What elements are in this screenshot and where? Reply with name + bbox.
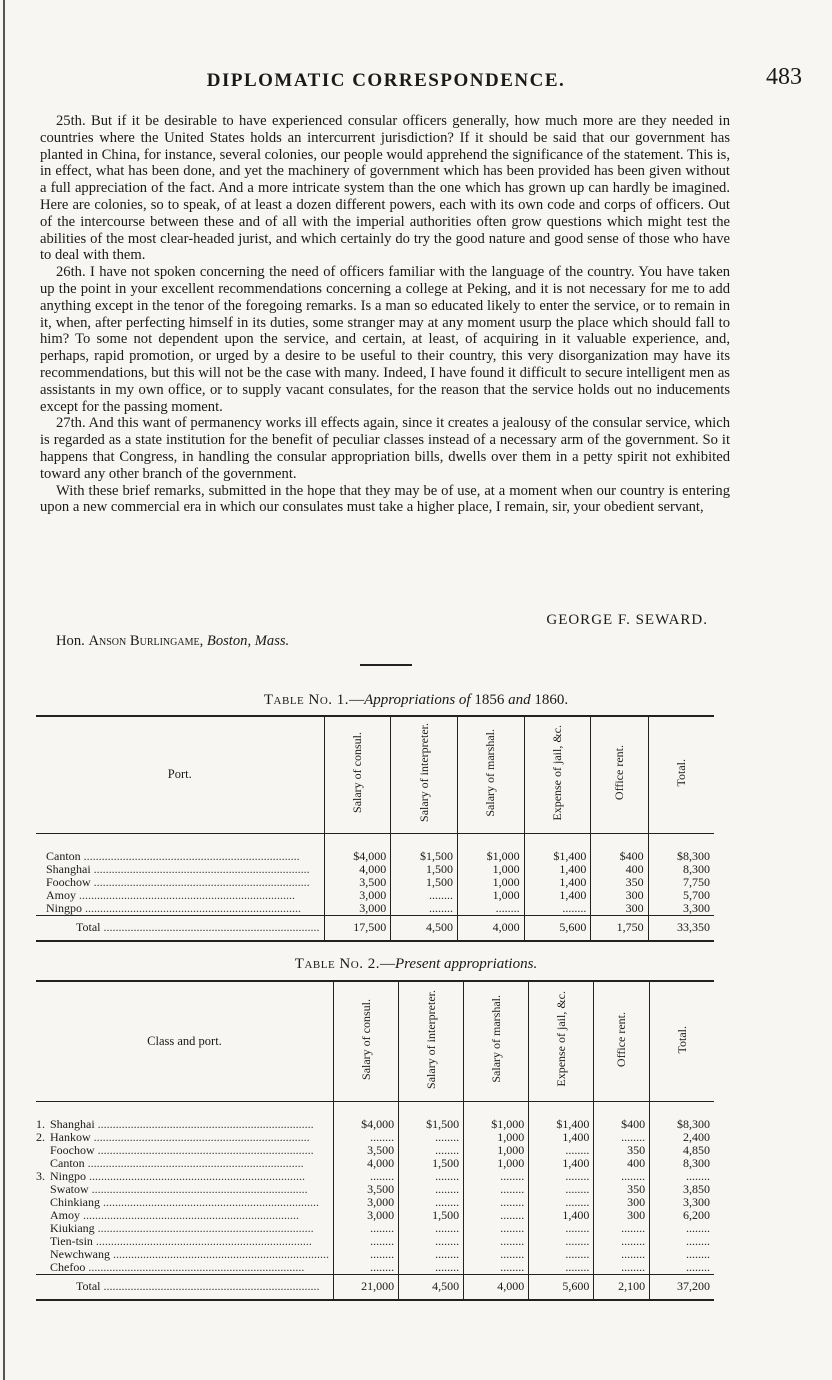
- table-cell: $1,000: [457, 833, 524, 863]
- table-row: [36, 1209, 714, 1222]
- page-edge: [3, 0, 5, 1380]
- table2-caption-dash: —: [379, 956, 395, 972]
- paragraph-26th: 26th. I have not spoken concerning the need of officers familiar with the language of the country. You have taken up the point in your excellent recommendations concerning a college at Peking, and it is not necessary for me to add anything except in the tenor of the foregoing remarks. Is a man so educated likely to enter the service, or to remain in it, when, after perfecting himself in its duties, some stranger may at any moment usurp the place which should fall to him? To some not dependent upon the service, and certain, at least, of acquiring in it valuable experience, and, perhaps, rapid promotion, or urged by a desire to be useful to their country, this very disorganization may have its recommendations, but this will not be the case with many. Indeed, I have found it difficult to secure intelligent men as assistants in my own office, or to supply vacant consulates, for the reason that the service holds out no inducements except for the passing moment.: [40, 264, 730, 415]
- total-cell: 4,500: [391, 915, 458, 941]
- table-cell: [650, 1170, 714, 1183]
- total-cell: 4,000: [457, 915, 524, 941]
- row-port-name: Amoy .....: [46, 889, 295, 902]
- col-salary-marshal: Salary of marshal.: [488, 995, 503, 1084]
- table-cell: [399, 1131, 464, 1144]
- signature: GEORGE F. SEWARD.: [546, 612, 708, 628]
- table2-caption: [0, 956, 832, 973]
- table-cell: [524, 902, 591, 916]
- table2-col-header: [464, 981, 529, 1101]
- table-cell: [333, 1248, 398, 1261]
- table-cell: [333, 1131, 398, 1144]
- table-cell: 3,300: [650, 1196, 714, 1209]
- table-cell: [650, 1261, 714, 1275]
- table-cell: [529, 1144, 594, 1157]
- table1-caption-year1: 1856: [474, 692, 505, 708]
- table-cell: [594, 1261, 650, 1275]
- row-port-label: [36, 1209, 333, 1222]
- table-cell: 350: [594, 1144, 650, 1157]
- row-class-number: 3.: [36, 1169, 45, 1183]
- table-cell: [650, 1235, 714, 1248]
- row-port-name: Tien-tsin .....: [50, 1235, 312, 1248]
- table2-body: [36, 1101, 714, 1300]
- row-port-label: [36, 889, 324, 902]
- row-port-label: [36, 1235, 333, 1248]
- total-cell: 5,600: [529, 1274, 594, 1300]
- table-cell: [399, 1222, 464, 1235]
- col-total: Total.: [674, 1025, 689, 1053]
- total-cell: 4,000: [464, 1274, 529, 1300]
- col-salary-consul: Salary of consul.: [349, 732, 364, 814]
- table-cell: [399, 1144, 464, 1157]
- total-label: [36, 915, 324, 941]
- row-port-name: Shanghai .....: [50, 1117, 314, 1131]
- addressee: [56, 633, 289, 650]
- row-port-label: [36, 1144, 333, 1157]
- table-cell: [464, 1209, 529, 1222]
- total-cell: 5,600: [524, 915, 591, 941]
- table-row: [36, 863, 714, 876]
- table-cell: 4,000: [333, 1157, 398, 1170]
- table-cell: 1,500: [391, 876, 458, 889]
- table-cell: [464, 1183, 529, 1196]
- table-cell: 1,000: [464, 1157, 529, 1170]
- table2-col-header: [594, 981, 650, 1101]
- table-cell: 3,000: [324, 902, 391, 916]
- table-cell: [399, 1248, 464, 1261]
- row-port-label: [36, 1131, 333, 1144]
- table-cell: [529, 1235, 594, 1248]
- table-cell: [529, 1248, 594, 1261]
- table-total-row: [36, 915, 714, 941]
- table-row: [36, 1222, 714, 1235]
- row-port-name: Chefoo .....: [50, 1261, 304, 1274]
- table-row: [36, 1235, 714, 1248]
- table-cell: 5,700: [648, 889, 714, 902]
- total-cell: 1,750: [591, 915, 648, 941]
- table-cell: 350: [594, 1183, 650, 1196]
- table-cell: 1,500: [399, 1209, 464, 1222]
- table-cell: 3,300: [648, 902, 714, 916]
- table2-caption-label: Table No. 2.: [294, 956, 380, 972]
- table-cell: 2,400: [650, 1131, 714, 1144]
- row-port-label: [36, 1222, 333, 1235]
- table-cell: [594, 1170, 650, 1183]
- table-cell: [399, 1170, 464, 1183]
- table-cell: 3,000: [333, 1196, 398, 1209]
- col-total: Total.: [673, 759, 688, 787]
- table-cell: [333, 1222, 398, 1235]
- table-row: [36, 1144, 714, 1157]
- table1-col-header: [591, 716, 648, 833]
- total-cell: 4,500: [399, 1274, 464, 1300]
- table-cell: 400: [591, 863, 648, 876]
- table1-caption: [0, 692, 832, 709]
- table-row: [36, 1170, 714, 1183]
- table1-col-header: [524, 716, 591, 833]
- table-cell: [333, 1170, 398, 1183]
- table1-caption-title: Appropriations of: [364, 692, 471, 708]
- row-port-name: Canton .....: [46, 849, 300, 863]
- table-cell: 1,400: [524, 876, 591, 889]
- row-port-label: [36, 1248, 333, 1261]
- col-office-rent: Office rent.: [611, 745, 626, 801]
- row-port-name: Foochow .....: [50, 1144, 314, 1157]
- row-port-label: [36, 1170, 333, 1183]
- table-cell: $1,000: [464, 1101, 529, 1131]
- row-port-name: Chinkiang .....: [50, 1196, 319, 1209]
- table-cell: $8,300: [650, 1101, 714, 1131]
- table-row: [36, 889, 714, 902]
- table-cell: 1,400: [529, 1209, 594, 1222]
- total-label-text: Total .....: [76, 1279, 320, 1293]
- table-cell: $4,000: [324, 833, 391, 863]
- table-cell: [464, 1235, 529, 1248]
- table-cell: [464, 1170, 529, 1183]
- col-salary-interpreter: Salary of interpreter.: [423, 989, 438, 1089]
- table-cell: [529, 1222, 594, 1235]
- table-cell: $1,400: [524, 833, 591, 863]
- table-cell: [391, 889, 458, 902]
- table-row: [36, 1157, 714, 1170]
- row-port-label: [36, 1261, 333, 1275]
- col-expense-jail: Expense of jail, &c.: [553, 991, 568, 1088]
- table-cell: 1,500: [391, 863, 458, 876]
- table-cell: 1,500: [399, 1157, 464, 1170]
- row-port-name: Shanghai .....: [46, 863, 310, 876]
- table-cell: [464, 1196, 529, 1209]
- col-expense-jail: Expense of jail, &c.: [550, 724, 565, 821]
- table-cell: 300: [591, 902, 648, 916]
- row-port-name: Swatow .....: [50, 1183, 308, 1196]
- total-cell: 21,000: [333, 1274, 398, 1300]
- table2: [36, 980, 714, 1301]
- table-cell: [464, 1248, 529, 1261]
- table-cell: 400: [594, 1157, 650, 1170]
- table1-col-header: [457, 716, 524, 833]
- addressee-place: Boston, Mass.: [206, 633, 290, 649]
- table-cell: [399, 1196, 464, 1209]
- table2-col-class-port: Class and port.: [36, 981, 333, 1101]
- table1-caption-label: Table No. 1.: [263, 692, 350, 708]
- table-row: [36, 902, 714, 916]
- table-row: [36, 1101, 714, 1131]
- table-cell: 300: [594, 1196, 650, 1209]
- table-row: [36, 833, 714, 863]
- total-label-text: Total .....: [76, 920, 320, 934]
- table2-col-header: [529, 981, 594, 1101]
- table-cell: 8,300: [648, 863, 714, 876]
- table-cell: 8,300: [650, 1157, 714, 1170]
- row-port-name: Foochow .....: [46, 876, 310, 889]
- row-port-name: Amoy .....: [50, 1209, 299, 1222]
- table-cell: 1,000: [457, 876, 524, 889]
- table-cell: $1,500: [391, 833, 458, 863]
- table-row: [36, 1131, 714, 1144]
- table-cell: [594, 1235, 650, 1248]
- table-cell: 300: [594, 1209, 650, 1222]
- table-cell: 350: [591, 876, 648, 889]
- table-cell: [594, 1248, 650, 1261]
- table-row: [36, 876, 714, 889]
- table-cell: [457, 902, 524, 916]
- table2-col-header: [333, 981, 398, 1101]
- table1-col-header: [648, 716, 714, 833]
- col-office-rent: Office rent.: [614, 1011, 629, 1067]
- table1-caption-and: and: [508, 692, 531, 708]
- table-cell: 3,850: [650, 1183, 714, 1196]
- table-cell: 3,500: [324, 876, 391, 889]
- table-cell: 1,000: [457, 863, 524, 876]
- total-cell: 17,500: [324, 915, 391, 941]
- row-port-name: Kiukiang .....: [50, 1222, 314, 1235]
- table2-col-header: [650, 981, 714, 1101]
- addressee-hon: Hon.: [56, 633, 85, 649]
- table-cell: $1,400: [529, 1101, 594, 1131]
- table-cell: $400: [594, 1101, 650, 1131]
- running-head: DIPLOMATIC CORRESPONDENCE.: [206, 70, 566, 91]
- table1-caption-year2: 1860.: [534, 692, 569, 708]
- page-header: [40, 64, 802, 96]
- col-salary-marshal: Salary of marshal.: [483, 728, 498, 817]
- row-port-name: Newchwang .....: [50, 1248, 329, 1261]
- row-port-label: [36, 876, 324, 889]
- row-port-label: [36, 1183, 333, 1196]
- table1-caption-dash: —: [349, 692, 365, 708]
- table-cell: 1,400: [529, 1157, 594, 1170]
- table-cell: $1,500: [399, 1101, 464, 1131]
- table-cell: [650, 1222, 714, 1235]
- table-cell: $400: [591, 833, 648, 863]
- paragraph-25th: 25th. But if it be desirable to have experienced consular officers generally, how much more are they needed in countries where the United States holds an intercurrent jurisdiction? If it should be said that our government has planted in China, for instance, several colonies, our people would apprehend the significance of the statement. This is, in effect, what has been done, and yet the machinery of government which has been provided has been given without a full appreciation of the fact. And a more intricate system than the one which has grown up can hardly be imagined. Here are colonies, so to speak, of at least a dozen different powers, each with its own code and corps of officers. Out of the intercourse between these and of all with the imperial authorities often grow questions which might test the abilities of the most clear-headed jurist, and which certainly do try the good nature and good sense of those who have to deal with them.: [40, 113, 730, 264]
- row-class-number: 2.: [36, 1130, 45, 1144]
- table-row: [36, 1196, 714, 1209]
- paragraph-27th: 27th. And this want of permanency works ill effects again, since it creates a jealousy of the consular service, which is regarded as a state institution for the benefit of peculiar classes instead of a necessary arm of the government. So it happens that Congress, in handling the consular appropriation bills, dwells over them in a petty spirit not exhibited toward any other branch of the government.: [40, 415, 730, 482]
- table-cell: 1,000: [457, 889, 524, 902]
- table-cell: 6,200: [650, 1209, 714, 1222]
- row-port-name: Canton .....: [50, 1157, 304, 1170]
- table-cell: [650, 1248, 714, 1261]
- addressee-name: Anson Burlingame,: [88, 633, 204, 649]
- table-cell: 1,400: [524, 889, 591, 902]
- table-cell: [464, 1261, 529, 1275]
- table-cell: [529, 1170, 594, 1183]
- table-cell: 4,850: [650, 1144, 714, 1157]
- table-cell: 1,000: [464, 1131, 529, 1144]
- letter-body: [40, 113, 730, 516]
- table1-col-header: [324, 716, 391, 833]
- table-cell: 1,400: [524, 863, 591, 876]
- row-port-label: [36, 1157, 333, 1170]
- table-cell: [333, 1235, 398, 1248]
- row-port-label: [36, 833, 324, 863]
- table-row: [36, 1183, 714, 1196]
- total-cell: 37,200: [650, 1274, 714, 1300]
- table-cell: 4,000: [324, 863, 391, 876]
- table-cell: [333, 1261, 398, 1275]
- table-cell: $4,000: [333, 1101, 398, 1131]
- table2-col-header: [399, 981, 464, 1101]
- col-salary-consul: Salary of consul.: [358, 998, 373, 1080]
- total-cell: 33,350: [648, 915, 714, 941]
- row-port-label: [36, 863, 324, 876]
- paragraph-closing: With these brief remarks, submitted in the hope that they may be of use, at a moment when our country is entering upon a new commercial era in which our consulates must take a higher place, I remain, sir, your obedient servant,: [40, 482, 730, 516]
- table-cell: [529, 1183, 594, 1196]
- row-port-name: Ningpo .....: [46, 902, 301, 915]
- row-class-number: 1.: [36, 1116, 45, 1131]
- total-label: [36, 1274, 333, 1300]
- row-port-name: Ningpo .....: [50, 1170, 305, 1183]
- table-cell: [594, 1222, 650, 1235]
- table1: [36, 715, 714, 942]
- col-salary-interpreter: Salary of interpreter.: [416, 723, 431, 823]
- row-port-label: [36, 1101, 333, 1131]
- section-divider: [360, 664, 412, 666]
- table-cell: [399, 1183, 464, 1196]
- table-cell: 3,500: [333, 1183, 398, 1196]
- table-cell: 3,000: [333, 1209, 398, 1222]
- table2-caption-title: Present appropriations.: [394, 956, 538, 972]
- table-cell: 3,000: [324, 889, 391, 902]
- table-cell: [529, 1196, 594, 1209]
- table-cell: [594, 1131, 650, 1144]
- table-cell: $8,300: [648, 833, 714, 863]
- row-port-label: [36, 1196, 333, 1209]
- row-port-label: [36, 902, 324, 916]
- total-cell: 2,100: [594, 1274, 650, 1300]
- table-cell: 1,400: [529, 1131, 594, 1144]
- table-cell: [399, 1261, 464, 1275]
- table-cell: [399, 1235, 464, 1248]
- table1-col-header: [391, 716, 458, 833]
- table-total-row: [36, 1274, 714, 1300]
- table-cell: [529, 1261, 594, 1275]
- table1-col-port: Port.: [36, 716, 324, 833]
- table-cell: 3,500: [333, 1144, 398, 1157]
- table-cell: 300: [591, 889, 648, 902]
- table-cell: [464, 1222, 529, 1235]
- row-port-name: Hankow .....: [50, 1131, 310, 1144]
- page-number: 483: [766, 64, 802, 90]
- table1-body: [36, 833, 714, 941]
- table-cell: [391, 902, 458, 916]
- table-row: [36, 1261, 714, 1275]
- table-cell: 1,000: [464, 1144, 529, 1157]
- table-cell: 7,750: [648, 876, 714, 889]
- table-row: [36, 1248, 714, 1261]
